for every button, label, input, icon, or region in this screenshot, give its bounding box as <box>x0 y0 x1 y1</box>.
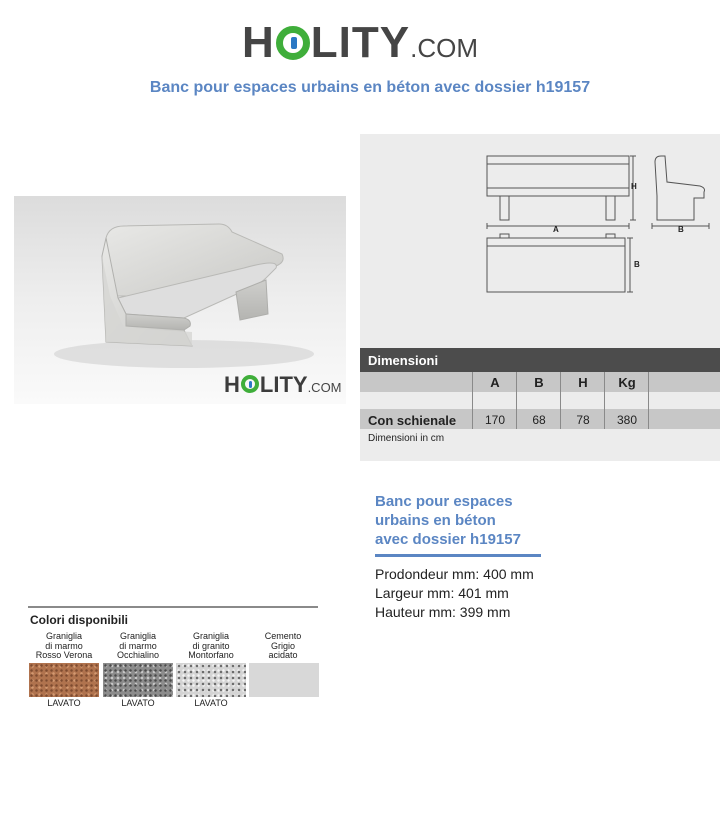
technical-sheet <box>360 134 720 461</box>
swatch-name-line: Grigio <box>270 640 295 651</box>
site-logo[interactable] <box>0 18 720 68</box>
swatch-name-line: Graniglia <box>119 631 157 641</box>
logo-domain: .COM <box>410 33 478 63</box>
dimensions-spacer-row <box>360 392 720 409</box>
watermark-right: LITY <box>259 372 308 397</box>
colors-divider <box>28 606 318 608</box>
watermark-o-icon <box>241 375 259 393</box>
table-divider <box>472 372 473 429</box>
col-header-b: B <box>534 375 544 390</box>
product-title-line: urbains en béton <box>375 512 496 529</box>
page-title: Banc pour espaces urbains en béton avec dossier h19157 <box>149 79 591 96</box>
value-b: 68 <box>532 413 546 427</box>
row-label: Con schienale <box>368 413 457 428</box>
label-b-side: B <box>678 225 684 234</box>
spec-height: Hauteur mm: 399 mm <box>375 604 511 620</box>
product-title <box>375 492 545 549</box>
spec-width: Largeur mm: 401 mm <box>375 585 509 601</box>
swatch-name-line: Graniglia <box>192 631 230 641</box>
logo-text-left: H <box>242 18 275 67</box>
swatch-name-line: acidato <box>268 650 298 660</box>
watermark-domain: .COM <box>307 380 342 395</box>
swatch-finish: LAVATO <box>47 698 81 708</box>
value-kg: 380 <box>616 413 638 427</box>
swatch-name <box>102 632 174 661</box>
label-b-top: B <box>634 260 640 269</box>
swatch-finish: LAVATO <box>121 698 155 708</box>
label-h: H <box>631 182 637 191</box>
swatch-rosso-verona <box>29 663 99 697</box>
swatch-name <box>175 632 247 661</box>
product-title-line: Banc pour espaces <box>375 493 513 510</box>
swatch-name-line: Graniglia <box>45 631 83 641</box>
technical-drawing <box>360 134 720 304</box>
table-divider <box>560 372 561 429</box>
label-a: A <box>553 225 559 234</box>
title-underline <box>375 554 541 557</box>
colors-panel <box>28 606 318 716</box>
swatch-name-line: di marmo <box>119 640 157 651</box>
swatch-cemento <box>249 663 319 697</box>
swatch-name-line: Cemento <box>264 631 302 641</box>
swatch-occhialino <box>103 663 173 697</box>
col-header-h: H <box>578 375 588 390</box>
col-header-a: A <box>490 375 500 390</box>
product-photo <box>14 196 346 404</box>
logo-o-icon <box>276 26 310 60</box>
table-divider <box>648 372 649 429</box>
logo-text-right: LITY <box>310 18 411 67</box>
colors-title: Colori disponibili <box>30 613 128 627</box>
swatch-name <box>247 632 319 661</box>
dimensions-note: Dimensioni in cm <box>368 433 445 444</box>
table-divider <box>516 372 517 429</box>
swatch-name-line: Occhialino <box>116 650 160 660</box>
swatch-name-line: Montorfano <box>188 650 234 660</box>
col-header-kg: Kg <box>618 375 636 390</box>
photo-watermark <box>224 372 342 398</box>
spec-depth: Prodondeur mm: 400 mm <box>375 566 534 582</box>
product-title-line: avec dossier h19157 <box>375 531 521 548</box>
swatch-name-line: di granito <box>192 640 230 651</box>
swatch-montorfano <box>176 663 246 697</box>
dimensions-column-row <box>360 372 720 392</box>
dimensions-data-row <box>360 409 720 429</box>
swatch-name-line: Rosso Verona <box>35 650 93 660</box>
table-divider <box>604 372 605 429</box>
watermark-left: H <box>224 372 240 397</box>
swatch-finish: LAVATO <box>194 698 228 708</box>
dimensions-title: Dimensioni <box>368 353 439 368</box>
swatch-name <box>28 632 100 661</box>
swatch-name-line: di marmo <box>45 640 83 651</box>
dimensions-header <box>360 348 720 372</box>
value-h: 78 <box>576 413 590 427</box>
value-a: 170 <box>484 413 506 427</box>
